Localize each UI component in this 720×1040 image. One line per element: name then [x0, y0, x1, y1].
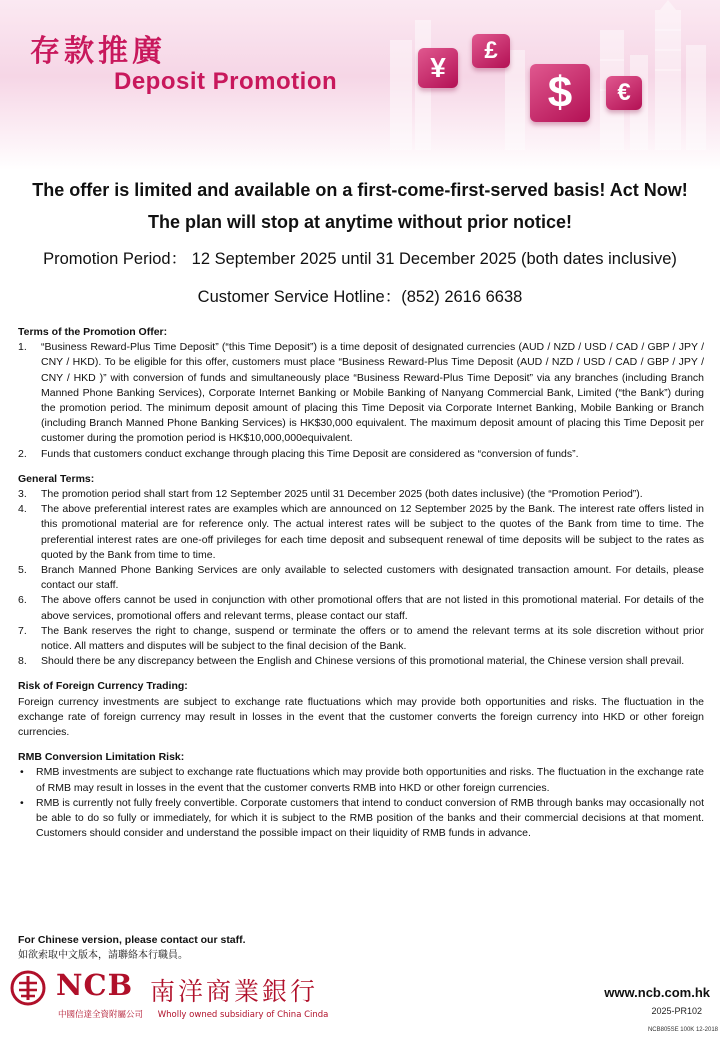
- fx-risk-text: Foreign currency investments are subject to exchange rate fluctuations which may provide both opportunities and risks. The fluctuation in the exchange rate of foreign currency may result in losses in the event that the customer converts the foreign currency into HKD or other foreign currencies.: [18, 695, 704, 739]
- contact-note: [18, 933, 246, 963]
- promotion-period: Promotion Period： 12 September 2025 until 31 December 2025 (both dates inclusive): [43, 250, 677, 268]
- list-item: [18, 340, 704, 446]
- terms-section: [18, 325, 704, 842]
- item-text: RMB investments are subject to exchange rate fluctuations which may provide both opportunities and risks. The fluctuation in the exchange rate of RMB may result in losses in the event that the customer converts RMB into HKD or other foreign currencies.: [36, 766, 704, 794]
- pound-icon: £: [472, 34, 510, 68]
- title-chinese: 存款推廣: [30, 34, 166, 69]
- item-text: Funds that customers conduct exchange through placing this Time Deposit are considered as “conversion of funds”.: [41, 447, 579, 460]
- list-item: [18, 765, 704, 795]
- header-banner: [0, 0, 720, 170]
- list-item: [18, 796, 704, 842]
- item-number: 1.: [18, 341, 27, 354]
- headline-offer: The offer is limited and available on a first-come-first-served basis! Act Now!: [32, 180, 688, 200]
- customer-hotline: Customer Service Hotline：(852) 2616 6638: [197, 288, 523, 306]
- dollar-icon: $: [530, 64, 590, 122]
- list-item: [18, 624, 704, 654]
- bullet: •: [20, 766, 24, 779]
- item-number: 3.: [18, 488, 27, 501]
- rmb-risk-title: RMB Conversion Limitation Risk:: [18, 751, 185, 764]
- headline-notice: The plan will stop at anytime without prior notice!: [147, 212, 573, 232]
- item-number: 7.: [18, 624, 27, 637]
- item-text: Should there be any discrepancy between the English and Chinese versions of this promotional material, the Chinese version shall prevail.: [41, 655, 685, 668]
- list-item: [18, 502, 704, 563]
- euro-icon: €: [606, 76, 642, 110]
- contact-note-chinese: 如欲索取中文版本，請聯絡本行職員。: [18, 950, 188, 961]
- list-item: [18, 593, 704, 623]
- subsidiary-note-chinese: 中國信達全資附屬公司: [58, 1010, 144, 1020]
- item-number: 8.: [18, 655, 27, 668]
- website-link[interactable]: www.ncb.com.hk: [604, 985, 710, 1000]
- document-code: 2025-PR102: [651, 1006, 702, 1016]
- fx-risk-title: Risk of Foreign Currency Trading:: [18, 680, 188, 693]
- terms-title: Terms of the Promotion Offer:: [18, 326, 168, 338]
- item-number: 2.: [18, 447, 27, 460]
- item-text: Branch Manned Phone Banking Services are only available to selected customers with designated transaction amount. For details, please contact our staff.: [41, 564, 704, 592]
- title-english: Deposit Promotion: [114, 68, 338, 95]
- item-number: 5.: [18, 564, 27, 577]
- item-number: 6.: [18, 594, 27, 607]
- item-text: The above preferential interest rates are examples which are announced on 12 September 2025 by the Bank. The interest rate offers listed in this promotional material are for reference only. The actual interest rates will be subject to the quotes of the Bank from time to time. The preferential interest rates are one-off privileges for each time deposit and subsequent renewal of time deposits will be subject to the rates as quoted by the Bank from time to time.: [41, 503, 704, 561]
- bank-name-chinese: 南洋商業銀行: [150, 977, 319, 1006]
- item-text: The Bank reserves the right to change, suspend or terminate the offers or to amend the relevant terms at its sole discretion without prior notice. All matters and disputes will be subject to the final decision of the Bank.: [41, 624, 704, 653]
- ncb-logo-text: NCB: [56, 968, 134, 1002]
- subsidiary-note-english: Wholly owned subsidiary of China Cinda: [157, 1010, 329, 1020]
- ncb-logo-icon: [10, 970, 46, 1006]
- list-item: [18, 654, 704, 669]
- general-terms-title: General Terms:: [18, 472, 95, 485]
- list-item: [18, 487, 704, 502]
- bullet: •: [20, 796, 24, 809]
- item-text: “Business Reward-Plus Time Deposit” (“this Time Deposit”) is a time deposit of designated currencies (AUD / NZD / USD / CAD / GBP / JPY / CNY / HKD). To be eligible for this offer, customers must place “Business Reward-Plus Time Deposit (AUD / NZD / USD / CAD / GBP / JPY / CNY / HKD )” with conversion of funds and simultaneously place “Business Reward-Plus Time Deposit” via any branches (including Branch Manned Phone Banking Services), Corporate Internet Banking or Mobile Banking of Nanyang Commercial Bank, Limited (“the Bank”) during the promotion period. The minimum deposit amount of placing this Time Deposit via Corporate Internet Banking, Mobile Banking or Branch (including Branch Manned Phone Banking Services) is HK$30,000 equivalent. The maximum deposit amount of placing this Time Deposit per customer during the promotion period is HK$10,000,000equivalent.: [41, 341, 704, 445]
- subsidiary-note: [58, 1008, 340, 1020]
- item-text: The promotion period shall start from 12 September 2025 until 31 December 2025 (both dates inclusive) (the “Promotion Period”).: [41, 488, 643, 501]
- list-item: [18, 447, 704, 462]
- item-text: The above offers cannot be used in conjunction with other promotional offers that are not listed in this promotional material. For details of the above services, promotional offers and relevant terms, please contact our staff.: [41, 594, 704, 622]
- item-number: 4.: [18, 503, 27, 516]
- list-item: [18, 563, 704, 593]
- item-text: RMB is currently not fully freely convertible. Corporate customers that intend to conduct conversion of RMB through banks may occasionally not be able to do so fully or immediately, for which it is subject to the RMB position of the banks and their commercial decisions at that moment. Customers should consider and understand the possible impact on their liquidity of RMB funds in advance.: [36, 796, 704, 840]
- print-code: NCB805SE 100K 12-2018: [647, 1027, 718, 1033]
- contact-note-english: For Chinese version, please contact our staff.: [18, 934, 246, 946]
- yen-icon: ¥: [418, 48, 458, 88]
